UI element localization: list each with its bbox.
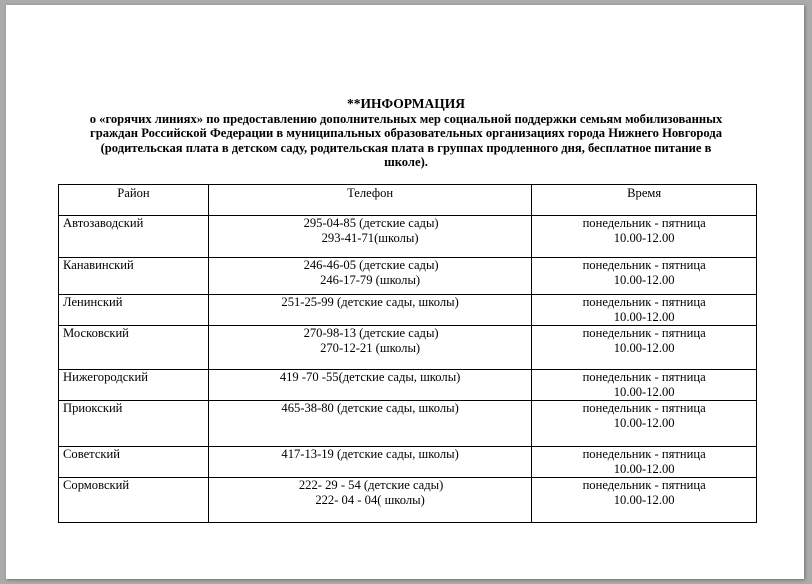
phone-number: 293-41-71(школы) bbox=[321, 231, 419, 245]
document-subtitle-line: о «горячих линиях» по предоставлению дополнительных мер социальной поддержки семьям мобилизованных bbox=[89, 111, 723, 126]
time-days: понедельник - пятница bbox=[582, 478, 706, 492]
table-row bbox=[59, 326, 757, 370]
district-cell: Приокский bbox=[59, 401, 209, 447]
phone-number: 417-13-19 (детские сады, школы) bbox=[281, 447, 459, 461]
time-hours: 10.00-12.00 bbox=[613, 462, 675, 476]
time-days: понедельник - пятница bbox=[582, 370, 706, 384]
time-days: понедельник - пятница bbox=[582, 447, 706, 461]
time-hours: 10.00-12.00 bbox=[613, 231, 675, 245]
time-cell bbox=[532, 370, 757, 401]
phone-cell bbox=[208, 478, 531, 523]
document-subtitle-line: школе). bbox=[384, 155, 428, 169]
table-header-row bbox=[59, 185, 757, 216]
district-cell: Ленинский bbox=[59, 295, 209, 326]
time-cell bbox=[532, 401, 757, 447]
phone-number: 222- 29 - 54 (детские сады) bbox=[298, 478, 444, 492]
time-hours: 10.00-12.00 bbox=[613, 416, 675, 430]
time-hours: 10.00-12.00 bbox=[613, 341, 675, 355]
table-row bbox=[59, 447, 757, 478]
time-cell bbox=[532, 258, 757, 295]
time-days: понедельник - пятница bbox=[582, 326, 706, 340]
time-hours: 10.00-12.00 bbox=[613, 493, 675, 507]
table-row bbox=[59, 258, 757, 295]
table-row bbox=[59, 478, 757, 523]
district-cell: Московский bbox=[59, 326, 209, 370]
phone-number: 246-46-05 (детские сады) bbox=[303, 258, 439, 272]
table-row bbox=[59, 401, 757, 447]
table-row bbox=[59, 295, 757, 326]
column-header-phone: Телефон bbox=[208, 185, 531, 216]
phone-cell bbox=[208, 258, 531, 295]
district-cell: Автозаводский bbox=[59, 216, 209, 258]
district-cell: Сормовский bbox=[59, 478, 209, 523]
time-cell bbox=[532, 216, 757, 258]
phone-cell bbox=[208, 447, 531, 478]
document-header bbox=[46, 97, 766, 170]
phone-cell bbox=[208, 216, 531, 258]
document-page bbox=[6, 5, 804, 579]
phone-cell bbox=[208, 401, 531, 447]
time-hours: 10.00-12.00 bbox=[613, 273, 675, 287]
phone-number: 465-38-80 (детские сады, школы) bbox=[281, 401, 459, 415]
column-header-district: Район bbox=[59, 185, 209, 216]
phone-number: 419 -70 -55(детские сады, школы) bbox=[279, 370, 461, 384]
phone-number: 270-98-13 (детские сады) bbox=[303, 326, 439, 340]
time-cell bbox=[532, 478, 757, 523]
document-title: **ИНФОРМАЦИЯ bbox=[347, 96, 465, 111]
time-days: понедельник - пятница bbox=[582, 295, 706, 309]
time-cell bbox=[532, 447, 757, 478]
hotline-table bbox=[58, 184, 757, 523]
time-cell bbox=[532, 295, 757, 326]
phone-number: 295-04-85 (детские сады) bbox=[303, 216, 439, 230]
phone-number: 246-17-79 (школы) bbox=[320, 273, 421, 287]
district-cell: Нижегородский bbox=[59, 370, 209, 401]
phone-cell bbox=[208, 326, 531, 370]
phone-number: 251-25-99 (детские сады, школы) bbox=[281, 295, 459, 309]
document-subtitle-line: (родительская плата в детском саду, родительская плата в группах продленного дня, бесплатное питание в bbox=[100, 140, 712, 155]
time-days: понедельник - пятница bbox=[582, 258, 706, 272]
phone-number: 222- 04 - 04( школы) bbox=[315, 493, 425, 507]
phone-cell bbox=[208, 370, 531, 401]
phone-number: 270-12-21 (школы) bbox=[320, 341, 421, 355]
table-row bbox=[59, 216, 757, 258]
time-hours: 10.00-12.00 bbox=[613, 385, 675, 399]
column-header-time: Время bbox=[532, 185, 757, 216]
time-hours: 10.00-12.00 bbox=[613, 310, 675, 324]
phone-cell bbox=[208, 295, 531, 326]
table-row bbox=[59, 370, 757, 401]
document-subtitle-line: граждан Российской Федерации в муниципальных образовательных организациях города Нижнего Новгорода bbox=[89, 126, 723, 140]
district-cell: Канавинский bbox=[59, 258, 209, 295]
time-days: понедельник - пятница bbox=[582, 216, 706, 230]
time-cell bbox=[532, 326, 757, 370]
time-days: понедельник - пятница bbox=[582, 401, 706, 415]
district-cell: Советский bbox=[59, 447, 209, 478]
